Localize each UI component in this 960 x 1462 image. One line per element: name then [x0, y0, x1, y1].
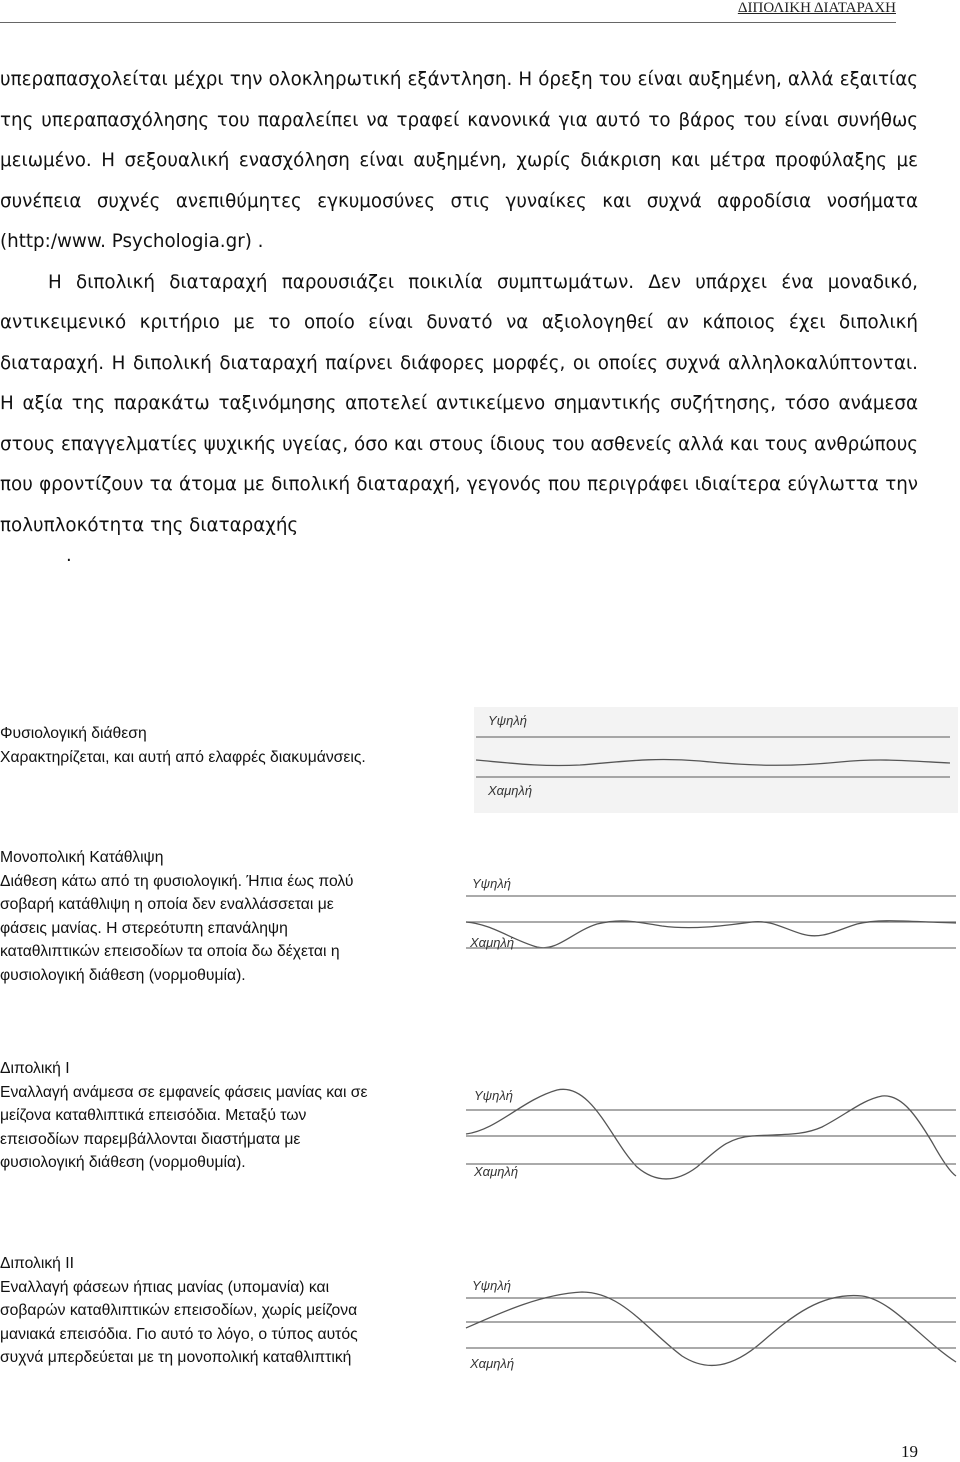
section-line: μανιακά επεισόδια. Γιο αυτό το λόγο, ο τύπος αυτός: [0, 1325, 358, 1343]
section-unipolar-depression: [0, 846, 440, 987]
section-line: Χαρακτηρίζεται, και αυτή από ελαφρές διακυμάνσεις.: [0, 748, 366, 766]
graph-label-high: Υψηλή: [472, 876, 511, 891]
graph-label-low: Χαμηλή: [474, 1164, 519, 1179]
graph-label-low: Χαμηλή: [488, 783, 533, 798]
section-line: Εναλλαγή φάσεων ήπιας μανίας (υπομανία) και: [0, 1278, 330, 1296]
mood-graph-normal: [470, 705, 960, 815]
running-header: ΔΙΠΟΛΙΚΗ ΔΙΑΤΑΡΑΧΗ: [737, 0, 896, 16]
section-line: Διάθεση κάτω από τη φυσιολογική. Ήπια έως πολύ: [0, 872, 354, 890]
section-bipolar-2: [0, 1252, 440, 1370]
graph-label-high: Υψηλή: [472, 1278, 511, 1293]
section-line: σοβαρών καταθλιπτικών επεισοδίων, χωρίς μείζονα: [0, 1302, 358, 1319]
paragraph: Η διπολική διαταραχή παρουσιάζει ποικιλία συμπτωμάτων. Δεν υπάρχει ένα μοναδικό, αντικειμενικό κριτήριο με το οποίο είναι δυνατό να αξιολογηθεί αν κάποιος έχει διπολική διαταραχή. Η διπολική διαταραχή παίρνει διάφορες μορφές, οι οποίες συχνά αλληλοκαλύπτονται. Η αξία της παρακάτω ταξινόμησης αποτελεί αντικείμενο σημαντικής συζήτησης, τόσο ανάμεσα στους επαγγελματίες ψυχικής υγείας, όσο και στους ίδιους του ασθενείς αλλά και τους ανθρώπους που φροντίζουν τα άτομα με διπολική διαταραχή, γεγονός που περιγράφει ιδιαίτερα εύγλωττα την πολυπλοκότητα της διαταραχής: [0, 271, 918, 536]
page-number: 19: [901, 1442, 918, 1461]
section-bipolar-1: [0, 1057, 440, 1175]
graph-label-low: Χαμηλή: [470, 1356, 515, 1371]
section-normal-mood: [0, 722, 440, 769]
section-line: μείζονα καταθλιπτικά επεισόδια. Μεταξύ των: [0, 1107, 307, 1124]
section-line: σοβαρή κατάθλιψη η οποία δεν εναλλάσσεται με: [0, 896, 334, 913]
mood-graph-bipolar-2: [462, 1270, 960, 1390]
section-line: φυσιολογική διάθεση (νορμοθυμία).: [0, 966, 246, 984]
section-line: Εναλλαγή ανάμεσα σε εμφανείς φάσεις μανίας και σε: [0, 1083, 368, 1101]
section-line: φάσεις μανίας. Η στερεότυπη επανάληψη: [0, 919, 288, 937]
section-title: Διπολική Ι: [0, 1060, 70, 1077]
mood-graph-unipolar: [462, 872, 960, 982]
section-line: καταθλιπτικών επεισοδίων τα οποία δω δέχεται η: [0, 943, 340, 960]
mood-graph-bipolar-1: [462, 1072, 960, 1202]
header-rule: [0, 22, 896, 23]
section-line: συχνά μπερδεύεται με τη μονοπολική καταθλιπτική: [0, 1349, 352, 1366]
section-title: Μονοπολική Κατάθλιψη: [0, 849, 164, 866]
section-line: φυσιολογική διάθεση (νορμοθυμία).: [0, 1154, 246, 1171]
graph-label-high: Υψηλή: [474, 1088, 513, 1103]
stray-dot: .: [66, 545, 72, 566]
section-line: επεισοδίων παρεμβάλλονται διαστήματα με: [0, 1130, 301, 1148]
body-text: [0, 60, 918, 546]
graph-label-high: Υψηλή: [488, 713, 527, 728]
section-title: Φυσιολογική διάθεση: [0, 725, 147, 742]
section-title: Διπολική ΙΙ: [0, 1255, 74, 1272]
paragraph: υπεραπασχολείται μέχρι την ολοκληρωτική εξάντληση. Η όρεξη του είναι αυξημένη, αλλά εξαιτίας της υπεραπασχόλησης του παραλείπει να τραφεί κανονικά για αυτό το βάρος του είναι συνήθως μειωμένο. Η σεξουαλική ενασχόληση είναι αυξημένη, χωρίς διάκριση και μέτρα προφύλαξης με συνέπεια συχνές ανεπιθύμητες εγκυμοσύνες στις γυναίκες και συχνά αφροδίσια νοσήματα (http:/www. Psychologia.gr) .: [0, 69, 918, 252]
graph-label-low: Χαμηλή: [470, 935, 515, 950]
